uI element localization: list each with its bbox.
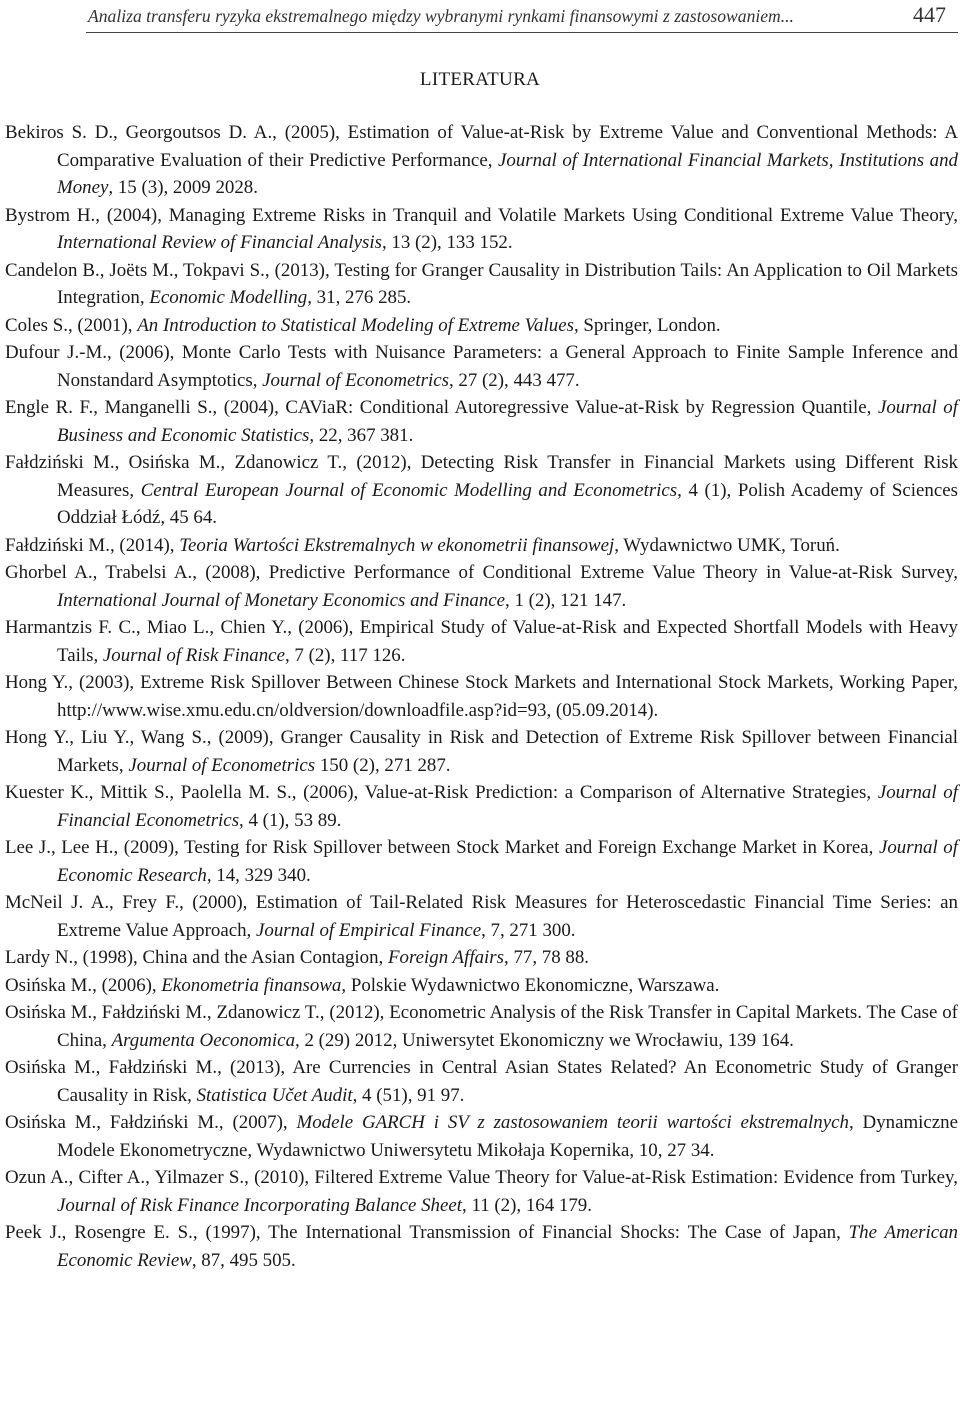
reference-text: , (2001),: [67, 314, 138, 336]
reference-source-title: Modele GARCH i SV z zastosowaniem teorii wartości ekstremalnych: [296, 1112, 849, 1133]
reference-entry: [5, 1054, 958, 1109]
reference-details: , 7 (2), 117 126.: [284, 644, 406, 666]
header-rule: [86, 32, 958, 33]
reference-text: , (2007),: [218, 1112, 297, 1133]
reference-authors: Lardy N.: [5, 947, 74, 968]
reference-entry: [5, 1164, 958, 1219]
reference-entry: [5, 559, 958, 614]
reference-details: , 4 (1), 53 89.: [239, 809, 342, 831]
reference-entry: [5, 944, 958, 972]
reference-entry: [5, 1219, 958, 1274]
reference-authors: Candelon B., Joëts M., Tokpavi S.: [5, 259, 265, 281]
reference-entry: [5, 999, 958, 1054]
reference-details: , 1 (2), 121 147.: [505, 589, 627, 611]
reference-entry: [5, 312, 958, 340]
reference-authors: Osińska M., Fałdziński M.: [5, 1112, 219, 1133]
reference-details: , 14, 329 340.: [206, 864, 311, 886]
reference-authors: Bystrom H.: [5, 204, 96, 226]
reference-details: , Wydawnictwo UMK, Toruń.: [614, 534, 840, 556]
reference-source-title: Statistica Učet Audit: [196, 1084, 353, 1106]
reference-source-title: Foreign Affairs: [388, 947, 504, 968]
reference-text: , (2006), Monte Carlo Tests with Nuisance Parameters: a General Approach to Finite Sample Inference and Nonstandard Asymptotics,: [57, 342, 958, 391]
reference-entry: [5, 972, 958, 1000]
reference-entry: [5, 449, 958, 532]
reference-details: , Springer, London.: [573, 314, 721, 336]
reference-source-title: Journal of Risk Finance Incorporating Balance Sheet: [57, 1194, 463, 1216]
page-number: 447: [913, 2, 946, 27]
reference-authors: Fałdziński M., Osińska M., Zdanowicz T.: [5, 452, 343, 473]
reference-details: , 27 (2), 443 477.: [448, 369, 580, 391]
reference-details: , Polskie Wydawnictwo Ekonomiczne, Warszawa.: [341, 974, 720, 996]
reference-entry: [5, 614, 958, 669]
reference-authors: McNeil J. A., Frey F.: [5, 892, 180, 913]
reference-details: , 4 (51), 91 97.: [352, 1084, 465, 1106]
reference-entry: [5, 724, 958, 779]
reference-source-title: Journal of Econometrics: [262, 369, 449, 391]
reference-source-title: Journal of Economic Research: [57, 837, 958, 886]
reference-source-title: International Journal of Monetary Economics and Finance: [57, 589, 506, 611]
running-header: [0, 0, 960, 40]
reference-text: , (2013), Testing for Granger Causality in Distribution Tails: An Application to Oil Markets Integration,: [57, 259, 958, 308]
reference-entry: [5, 202, 958, 257]
reference-entry: [5, 669, 958, 724]
reference-details: , 7, 271 300.: [481, 919, 576, 941]
reference-authors: Ghorbel A., Trabelsi A.: [5, 562, 193, 583]
reference-source-title: Journal of Econometrics: [128, 754, 316, 776]
reference-details: , 2 (29) 2012, Uniwersytet Ekonomiczny we Wrocławiu, 139 164.: [295, 1029, 794, 1051]
reference-authors: Kuester K., Mittik S., Paolella M. S.: [5, 782, 292, 803]
reference-details: , 31, 276 285.: [307, 287, 412, 308]
reference-details: 150 (2), 271 287.: [315, 754, 451, 776]
reference-details: , 4 (1), Polish Academy of Sciences Oddział Łódź, 45 64.: [57, 479, 958, 528]
reference-authors: Osińska M.: [5, 974, 93, 996]
reference-details: , 87, 495 505.: [191, 1249, 296, 1271]
reference-text: , (2006), Empirical Study of Value-at-Risk and Expected Shortfall Models with Heavy Tails,: [57, 617, 958, 666]
reference-authors: Osińska M., Fałdziński M.: [5, 1057, 218, 1078]
reference-authors: Fałdziński M.: [5, 534, 110, 556]
reference-text: , (2003), Extreme Risk Spillover Between Chinese Stock Markets and International Stock Markets, Working Paper, http://www.wise.xmu.edu.cn/oldversion/downloadfile.asp?id=93, (05.09.2014).: [57, 672, 958, 721]
reference-list: [5, 119, 958, 1274]
reference-authors: Coles S.: [5, 314, 68, 336]
reference-source-title: Journal of Financial Econometrics: [57, 782, 958, 831]
reference-text: , (2005), Estimation of Value-at-Risk by Extreme Value and Conventional Methods: A Comparative Evaluation of their Predictive Performance,: [57, 122, 958, 171]
reference-text: , (2009), Granger Causality in Risk and Detection of Extreme Risk Spillover between Financial Markets,: [57, 727, 958, 776]
reference-text: , (2004), Managing Extreme Risks in Tranquil and Volatile Markets Using Conditional Extreme Value Theory,: [95, 204, 958, 226]
reference-text: , (2013), Are Currencies in Central Asian States Related? An Econometric Study of Granger Causality in Risk,: [57, 1057, 958, 1106]
reference-details: , 22, 367 381.: [309, 424, 414, 446]
reference-source-title: Economic Modelling: [149, 287, 308, 308]
reference-source-title: Teoria Wartości Ekstremalnych w ekonometrii finansowej: [179, 534, 615, 556]
reference-text: , (2006),: [92, 974, 162, 996]
reference-authors: Hong Y.: [5, 672, 69, 693]
reference-authors: Dufour J.-M.: [5, 342, 107, 363]
reference-text: , (2004), CAViaR: Conditional Autoregressive Value-at-Risk by Regression Quantile,: [212, 397, 878, 418]
reference-authors: Ozun A., Cifter A., Yilmazer S.: [5, 1167, 245, 1188]
reference-text: , (1998), China and the Asian Contagion,: [73, 947, 389, 968]
reference-text: , (2008), Predictive Performance of Conditional Extreme Value Theory in Value-at-Risk Survey,: [192, 562, 959, 583]
reference-source-title: Central European Journal of Economic Modelling and Econometrics: [140, 479, 678, 501]
reference-source-title: An Introduction to Statistical Modeling of Extreme Values: [137, 314, 574, 336]
reference-authors: Bekiros S. D., Georgoutsos D. A.: [5, 122, 273, 143]
reference-entry: [5, 119, 958, 202]
reference-authors: Lee J., Lee H.: [5, 837, 114, 858]
reference-details: , Dynamiczne Modele Ekonometryczne, Wydawnictwo Uniwersytetu Mikołaja Kopernika, 10, 27 34.: [57, 1112, 959, 1161]
reference-text: , (2014),: [109, 534, 180, 556]
reference-authors: Osińska M., Fałdziński M., Zdanowicz T.: [5, 1002, 320, 1023]
reference-entry: [5, 394, 958, 449]
reference-details: , 77, 78 88.: [504, 947, 590, 968]
section-title: LITERATURA: [419, 69, 541, 90]
reference-entry: [5, 339, 958, 394]
reference-authors: Hong Y., Liu Y., Wang S.: [5, 727, 207, 748]
reference-text: , (2012), Econometric Analysis of the Risk Transfer in Capital Markets. The Case of China,: [57, 1002, 958, 1051]
running-title: Analiza transferu ryzyka ekstremalnego między wybranymi rynkami finansowymi z zastosowaniem...: [88, 6, 794, 26]
reference-source-title: Journal of Business and Economic Statistics: [57, 397, 958, 446]
reference-authors: Peek J., Rosengre E. S.: [5, 1222, 193, 1243]
reference-source-title: Ekonometria finansowa: [161, 974, 342, 996]
reference-details: , 15 (3), 2009 2028.: [108, 177, 258, 198]
reference-entry: [5, 257, 958, 312]
reference-source-title: Journal of Risk Finance: [102, 644, 285, 666]
reference-entry: [5, 532, 958, 560]
reference-text: , (2012), Detecting Risk Transfer in Financial Markets using Different Risk Measures,: [57, 452, 958, 501]
reference-source-title: The American Economic Review: [57, 1222, 958, 1271]
reference-entry: [5, 889, 958, 944]
reference-text: , (2010), Filtered Extreme Value Theory for Value-at-Risk Estimation: Evidence from Turkey,: [244, 1167, 958, 1188]
reference-source-title: Argumenta Oeconomica: [111, 1029, 296, 1051]
reference-source-title: International Review of Financial Analysis: [57, 232, 382, 253]
reference-source-title: Journal of Empirical Finance: [256, 919, 482, 941]
reference-authors: Harmantzis F. C., Miao L., Chien Y.: [5, 617, 288, 638]
reference-text: , (1997), The International Transmission of Financial Shocks: The Case of Japan,: [192, 1222, 849, 1243]
reference-text: , (2000), Estimation of Tail-Related Risk Measures for Heteroscedastic Financial Time Series: an Extreme Value Approach,: [57, 892, 958, 941]
reference-details: , 13 (2), 133 152.: [381, 232, 513, 253]
reference-entry: [5, 1109, 958, 1164]
reference-details: , 11 (2), 164 179.: [462, 1194, 592, 1216]
reference-entry: [5, 779, 958, 834]
reference-text: , (2006), Value-at-Risk Prediction: a Comparison of Alternative Strategies,: [291, 782, 878, 803]
reference-text: , (2009), Testing for Risk Spillover between Stock Market and Foreign Exchange Market in Korea,: [113, 837, 879, 858]
reference-source-title: Journal of International Financial Markets, Institutions and Money: [57, 149, 959, 198]
reference-authors: Engle R. F., Manganelli S.: [5, 397, 213, 418]
reference-entry: [5, 834, 958, 889]
